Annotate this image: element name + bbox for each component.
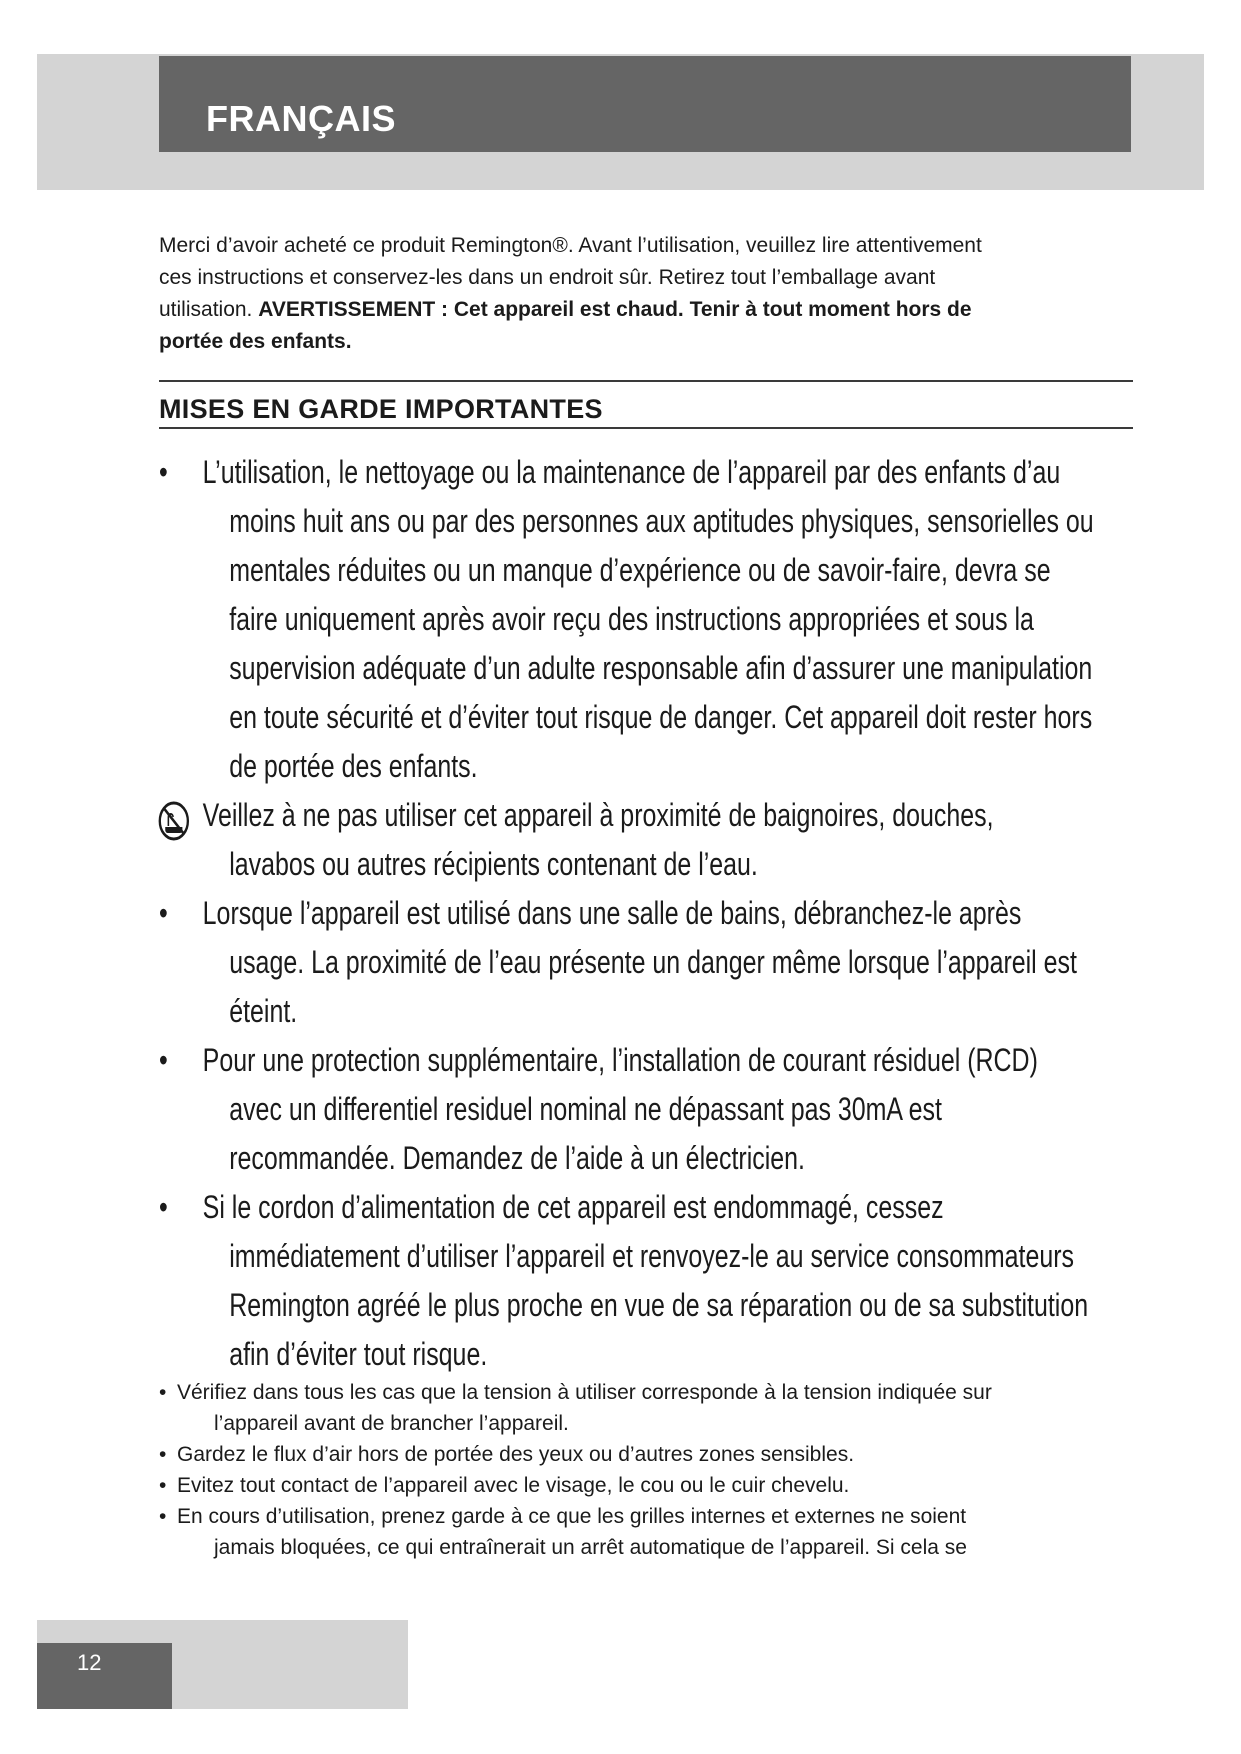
bullet: • [159,1042,168,1078]
bullet: • [159,454,168,490]
warning-item [159,1183,1170,1379]
warning-item [159,889,1170,1036]
language-title: FRANÇAIS [206,98,396,139]
warning-line: de portée des enfants. [229,748,478,784]
warning-line: supervision adéquate d’un adulte responsable afin d’assurer une manipulation [229,650,1093,686]
bullet: • [159,1189,168,1225]
warning-line: avec un differentiel residuel nominal ne dépassant pas 30mA est [229,1091,942,1127]
warning-line: jamais bloquées, ce qui entraînerait un arrêt automatique de l’appareil. Si cela se [214,1536,967,1559]
intro-line-prefix: utilisation. [159,298,259,321]
section-rule-top [159,380,1133,382]
no-water-bath-icon [156,799,192,843]
warning-line: Vérifiez dans tous les cas que la tension à utiliser corresponde à la tension indiquée sur [177,1381,992,1404]
warning-line: lavabos ou autres récipients contenant de l’eau. [229,846,758,882]
intro-line: Merci d’avoir acheté ce produit Remington®. Avant l’utilisation, veuillez lire attentivement [159,234,982,257]
warning-line: faire uniquement après avoir reçu des instructions appropriées et sous la [229,601,1034,637]
bullet: • [159,1474,167,1497]
section-title: MISES EN GARDE IMPORTANTES [159,394,603,424]
warning-line: recommandée. Demandez de l’aide à un électricien. [229,1140,805,1176]
warning-line: immédiatement d’utiliser l’appareil et renvoyez-le au service consommateurs [229,1238,1075,1274]
warning-item [159,1036,1170,1183]
warning-line: éteint. [229,993,298,1029]
intro-line [159,294,1099,326]
intro-paragraph [159,230,1099,358]
warning-line: L’utilisation, le nettoyage ou la maintenance de l’appareil par des enfants d’au [202,454,1061,490]
important-warnings-list [159,448,1149,1379]
warning-item [159,791,1170,889]
warning-line: Pour une protection supplémentaire, l’installation de courant résiduel (RCD) [202,1042,1038,1078]
warning-item [159,448,1170,791]
bullet: • [159,1381,167,1404]
warning-line: Remington agréé le plus proche en vue de sa réparation ou de sa substitution [229,1287,1089,1323]
bullet: • [159,895,168,931]
warning-line: mentales réduites ou un manque d’expérience ou de savoir-faire, devra se [229,552,1051,588]
intro-line: ces instructions et conservez-les dans un endroit sûr. Retirez tout l’emballage avant [159,266,936,289]
bullet: • [159,1505,167,1528]
warning-item [159,1470,1119,1501]
warning-text: portée des enfants. [159,330,352,353]
warning-item [159,1439,1119,1470]
warning-line: En cours d’utilisation, prenez garde à ce que les grilles internes et externes ne soient [177,1505,967,1528]
page-number-tab [37,1643,172,1709]
warning-line: l’appareil avant de brancher l’appareil. [214,1412,569,1435]
warning-item [159,1501,1119,1563]
warning-line: Si le cordon d’alimentation de cet appareil est endommagé, cessez [202,1189,944,1225]
section-rule-bottom [159,427,1133,429]
warning-text: AVERTISSEMENT : Cet appareil est chaud. Tenir à tout moment hors de [258,298,972,321]
warning-line: afin d’éviter tout risque. [229,1336,488,1372]
warning-item [159,1377,1119,1439]
additional-warnings-list [159,1377,1119,1563]
warning-line: Veillez à ne pas utiliser cet appareil à proximité de baignoires, douches, [202,797,994,833]
warning-line: Gardez le flux d’air hors de portée des yeux ou d’autres zones sensibles. [177,1443,855,1466]
warning-line: usage. La proximité de l’eau présente un danger même lorsque l’appareil est [229,944,1077,980]
warning-line: en toute sécurité et d’éviter tout risque de danger. Cet appareil doit rester hors [229,699,1093,735]
warning-line: Lorsque l’appareil est utilisé dans une salle de bains, débranchez-le après [202,895,1022,931]
page-number: 12 [77,1650,102,1675]
bullet: • [159,1443,167,1466]
warning-line: Evitez tout contact de l’appareil avec le visage, le cou ou le cuir chevelu. [177,1474,850,1497]
warning-line: moins huit ans ou par des personnes aux aptitudes physiques, sensorielles ou [229,503,1094,539]
